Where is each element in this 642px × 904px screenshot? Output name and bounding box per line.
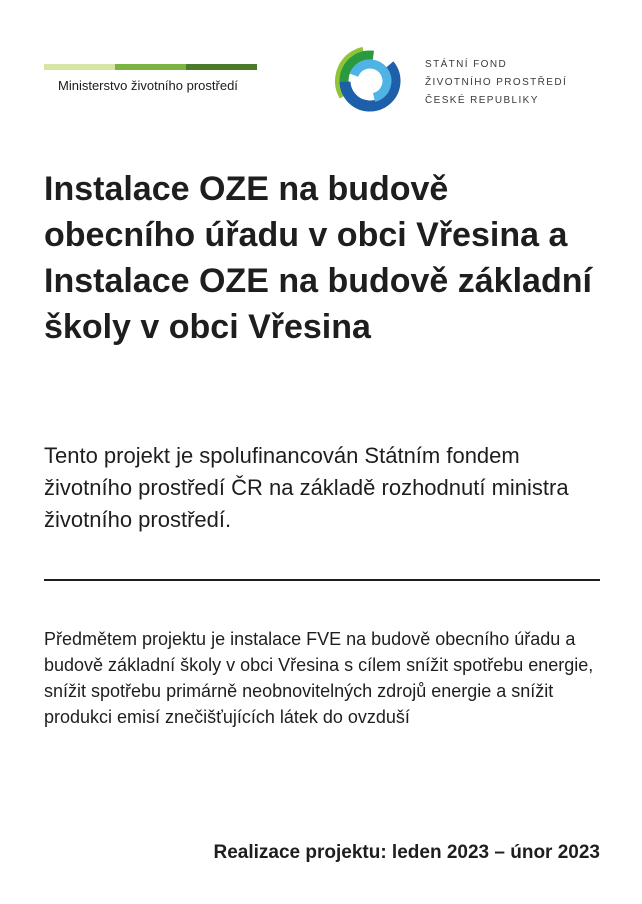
ministry-bar-dark (186, 64, 257, 70)
fund-name-line-1: STÁTNÍ FOND (425, 59, 508, 70)
ministry-logo-text: Ministerstvo životního prostředí (58, 78, 238, 93)
project-realization-period: Realizace projektu: leden 2023 – únor 2023 (213, 842, 600, 863)
fund-logo-text (425, 56, 567, 110)
project-description: Předmětem projektu je instalace FVE na budově obecního úřadu a budově základní školy v obci Vřesina s cílem snížit spotřebu energie, snížit spotřebu primárně neobnovitelných zdrojů energie a snížit produkci emisí znečišťujících látek do ovzduší (44, 629, 594, 727)
ministry-bar-medium (115, 64, 186, 70)
ministry-color-bars (44, 64, 257, 70)
project-title: Instalace OZE na budově obecního úřadu v obci Vřesina a Instalace OZE na budově základní školy v obci Vřesina (44, 170, 592, 346)
section-divider (44, 579, 600, 581)
financing-statement: Tento projekt je spolufinancován Státním fondem životního prostředí ČR na základě rozhodnutí ministra životního prostředí. (44, 443, 569, 532)
fund-name-line-2: ŽIVOTNÍHO PROSTŘEDÍ (425, 77, 568, 88)
ministry-bar-light (44, 64, 115, 70)
fund-name-line-3: ČESKÉ REPUBLIKY (425, 95, 539, 106)
header (0, 0, 642, 130)
fund-logo-icon (334, 45, 406, 117)
